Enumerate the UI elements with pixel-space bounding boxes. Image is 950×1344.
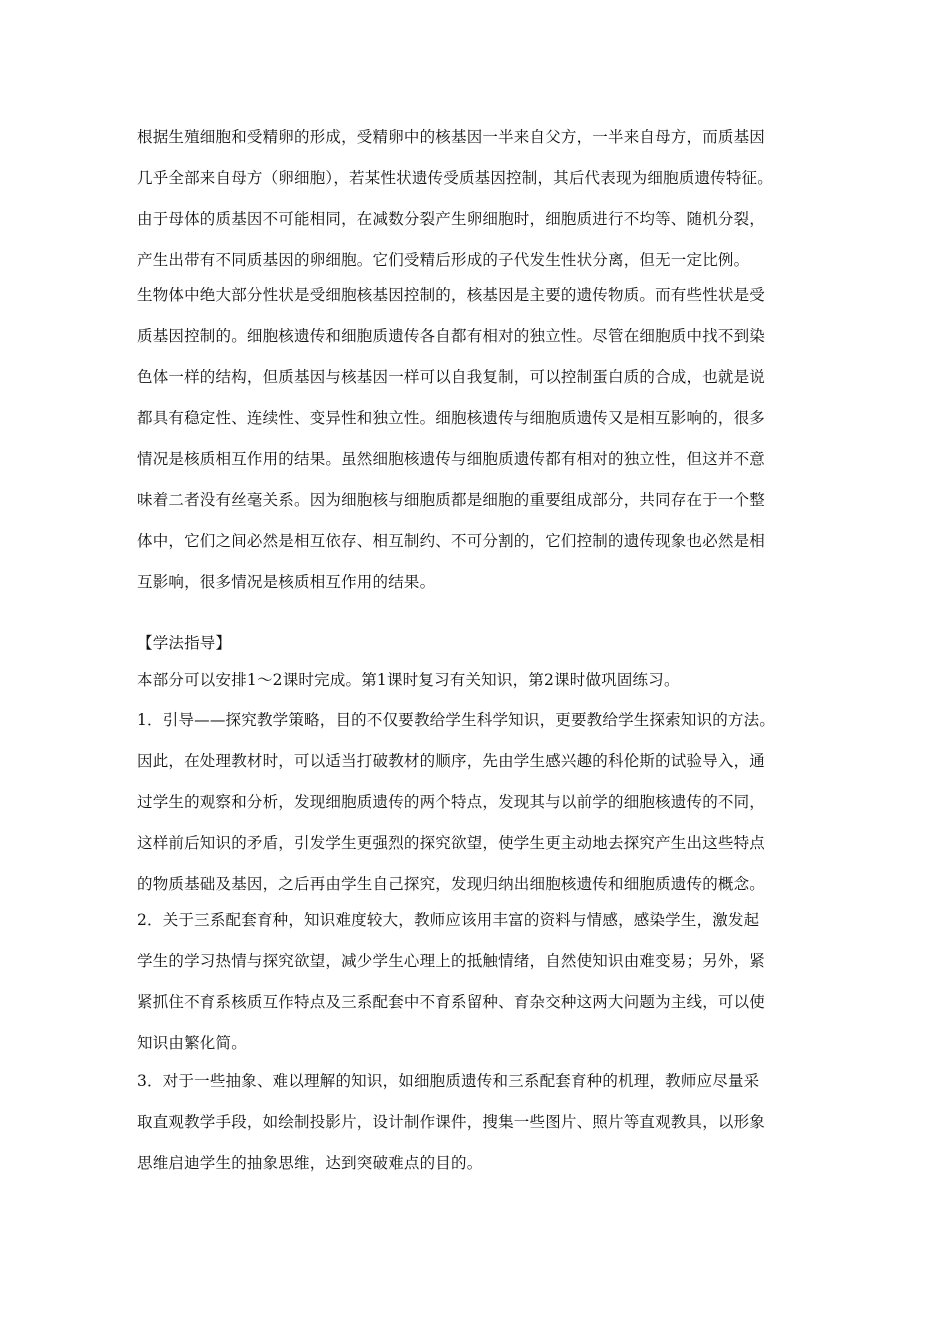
text-line: 根据生殖细胞和受精卵的形成，受精卵中的核基因一半来自父方，一半来自母方，而质基因: [137, 128, 766, 146]
text-line: 情况是核质相互作用的结果。虽然细胞核遗传与细胞质遗传都有相对的独立性，但这并不意: [137, 450, 766, 468]
text-line: 紧抓住不育系核质互作特点及三系配套中不育系留种、育杂交种这两大问题为主线，可以使: [137, 993, 766, 1011]
text-line: 生物体中绝大部分性状是受细胞核基因控制的，核基因是主要的遗传物质。而有些性状是受: [137, 286, 766, 304]
text-line: 产生出带有不同质基因的卵细胞。它们受精后形成的子代发生性状分离，但无一定比例。: [137, 251, 750, 269]
text-line: 2．关于三系配套育种，知识难度较大，教师应该用丰富的资料与情感，感染学生，激发起: [137, 911, 760, 929]
text-line: 味着二者没有丝毫关系。因为细胞核与细胞质都是细胞的重要组成部分，共同存在于一个整: [137, 491, 766, 509]
text-line: 思维启迪学生的抽象思维，达到突破难点的目的。: [137, 1154, 483, 1172]
text-line: 因此，在处理教材时，可以适当打破教材的顺序，先由学生感兴趣的科伦斯的试验导入，通: [137, 752, 766, 770]
text-line: 取直观教学手段，如绘制投影片，设计制作课件，搜集一些图片、照片等直观教具，以形象: [137, 1113, 766, 1131]
intro-paragraph: 本部分可以安排1～2课时完成。第1课时复习有关知识，第2课时做巩固练习。: [137, 671, 680, 689]
text-line: 3．对于一些抽象、难以理解的知识，如细胞质遗传和三系配套育种的机理，教师应尽量采: [137, 1072, 760, 1090]
text-line: 过学生的观察和分析，发现细胞质遗传的两个特点，发现其与以前学的细胞核遗传的不同，: [137, 793, 766, 811]
text-line: 都具有稳定性、连续性、变异性和独立性。细胞核遗传与细胞质遗传又是相互影响的，很多: [137, 409, 766, 427]
text-line: 质基因控制的。细胞核遗传和细胞质遗传各自都有相对的独立性。尽管在细胞质中找不到染: [137, 327, 766, 345]
section-heading: 【学法指导】: [137, 634, 232, 652]
text-line: 学生的学习热情与探究欲望，减少学生心理上的抵触情绪，自然使知识由难变易；另外，紧: [137, 952, 766, 970]
text-line: 互影响，很多情况是核质相互作用的结果。: [137, 573, 436, 591]
text-line: 1．引导——探究教学策略，目的不仅要教给学生科学知识，更要教给学生探索知识的方法。: [137, 711, 776, 729]
text-line: 知识由繁化简。: [137, 1034, 247, 1052]
text-line: 色体一样的结构，但质基因与核基因一样可以自我复制，可以控制蛋白质的合成，也就是说: [137, 368, 766, 386]
text-line: 由于母体的质基因不可能相同，在减数分裂产生卵细胞时，细胞质进行不均等、随机分裂，: [137, 210, 766, 228]
text-line: 这样前后知识的矛盾，引发学生更强烈的探究欲望，使学生更主动地去探究产生出这些特点: [137, 834, 766, 852]
text-line: 体中，它们之间必然是相互依存、相互制约、不可分割的，它们控制的遗传现象也必然是相: [137, 532, 766, 550]
text-line: 的物质基础及基因，之后再由学生自己探究，发现归纳出细胞核遗传和细胞质遗传的概念。: [137, 875, 766, 893]
text-line: 几乎全部来自母方（卵细胞），若某性状遗传受质基因控制，其后代表现为细胞质遗传特征。: [137, 169, 773, 187]
